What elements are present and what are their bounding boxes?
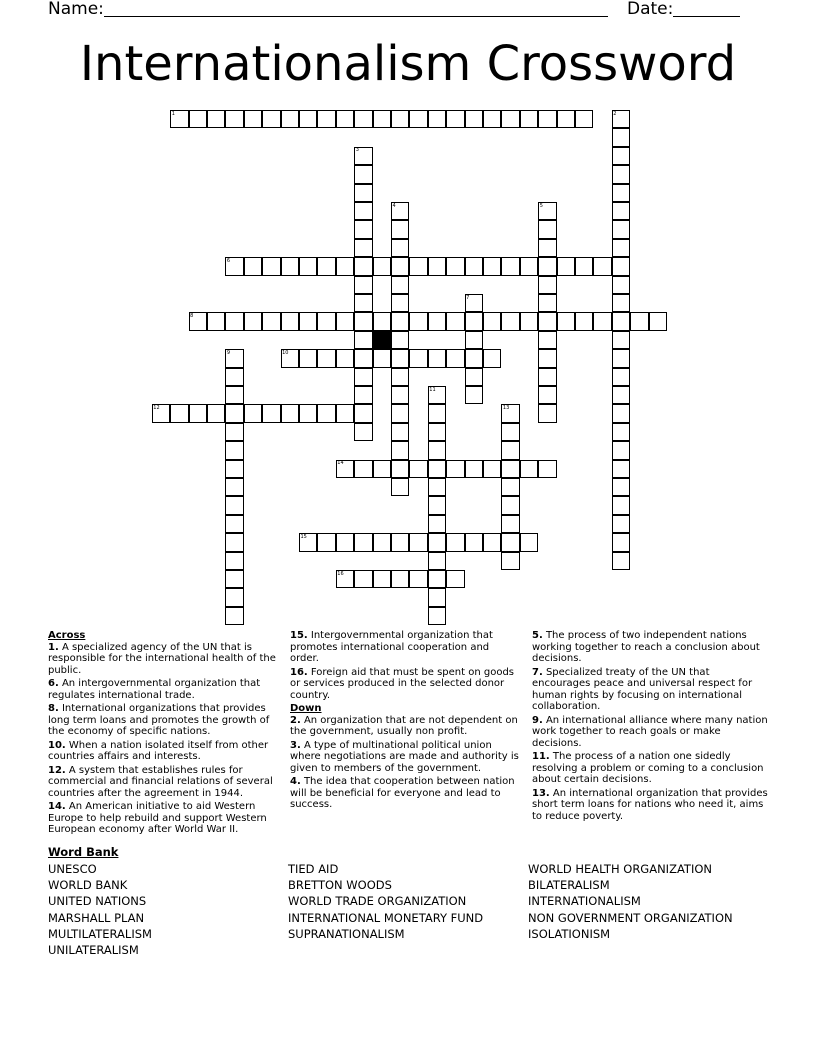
- clues-column-2: [290, 630, 520, 813]
- grid-cell[interactable]: [465, 533, 483, 551]
- grid-cell[interactable]: [612, 257, 630, 275]
- grid-cell[interactable]: [354, 570, 372, 588]
- grid-cell[interactable]: [612, 147, 630, 165]
- grid-cell[interactable]: [428, 478, 446, 496]
- word-bank-item: UNITED NATIONS: [48, 894, 147, 909]
- grid-cell[interactable]: [354, 294, 372, 312]
- grid-cell[interactable]: [354, 184, 372, 202]
- grid-cell[interactable]: [409, 110, 427, 128]
- clue-number-label: 13: [502, 404, 510, 411]
- grid-cell[interactable]: [225, 533, 243, 551]
- grid-cell[interactable]: [391, 312, 409, 330]
- grid-cell[interactable]: [538, 368, 556, 386]
- grid-cell[interactable]: [354, 423, 372, 441]
- grid-cell[interactable]: [483, 312, 501, 330]
- grid-cell[interactable]: [373, 257, 391, 275]
- across-clue: 15. Intergovernmental organization that promotes international cooperation and order.: [290, 630, 493, 664]
- clue-number-label: 12: [153, 404, 160, 411]
- grid-cell[interactable]: [373, 533, 391, 551]
- grid-cell[interactable]: [317, 404, 335, 422]
- clue-number-label: 3: [355, 147, 359, 154]
- down-clue: 9. An international alliance where many nation work together to reach goals or make decisions.: [532, 714, 768, 749]
- grid-cell[interactable]: [391, 294, 409, 312]
- grid-cell[interactable]: [317, 110, 335, 128]
- down-clue: 2. An organization that are not dependent on the government, usually non profit.: [290, 714, 518, 737]
- grid-cell[interactable]: [373, 570, 391, 588]
- clue-number-label: 7: [466, 294, 470, 301]
- grid-cell[interactable]: [538, 294, 556, 312]
- word-bank-item: SUPRANATIONALISM: [288, 926, 405, 941]
- clue-number-label: 4: [392, 202, 396, 209]
- grid-cell[interactable]: [612, 460, 630, 478]
- grid-cell[interactable]: [225, 404, 243, 422]
- grid-cell[interactable]: [207, 404, 225, 422]
- grid-cell[interactable]: [354, 349, 372, 367]
- grid-cell[interactable]: [428, 423, 446, 441]
- grid-cell[interactable]: [428, 496, 446, 514]
- grid-cell[interactable]: [428, 533, 446, 551]
- clue-number-label: 14: [337, 460, 344, 467]
- grid-cell[interactable]: [612, 331, 630, 349]
- grid-cell[interactable]: [538, 349, 556, 367]
- grid-cell[interactable]: [189, 110, 207, 128]
- grid-cell[interactable]: [465, 257, 483, 275]
- across-clue: 14. An American initiative to aid Western Europe to help rebuild and support Western European economy after World War II.: [48, 801, 267, 835]
- word-bank-item: BRETTON WOODS: [288, 878, 392, 893]
- grid-cell[interactable]: [428, 312, 446, 330]
- grid-cell[interactable]: [244, 257, 262, 275]
- grid-cell[interactable]: [354, 533, 372, 551]
- down-clue: 11. The process of a nation one sidedly resolving a problem or coming to a conclusion about certain decisions.: [532, 751, 764, 785]
- grid-cell[interactable]: [225, 588, 243, 606]
- grid-cell[interactable]: [354, 331, 372, 349]
- grid-cell[interactable]: [575, 110, 593, 128]
- grid-cell[interactable]: [428, 552, 446, 570]
- grid-cell[interactable]: [538, 276, 556, 294]
- across-clue: 8. International organizations that provides long term loans and promotes the growth of the economy of specific nations.: [48, 703, 270, 737]
- grid-cell[interactable]: [538, 331, 556, 349]
- grid-cell[interactable]: [391, 460, 409, 478]
- grid-cell[interactable]: [225, 515, 243, 533]
- grid-cell[interactable]: [336, 349, 354, 367]
- grid-cell[interactable]: [391, 276, 409, 294]
- grid-cell[interactable]: [225, 368, 243, 386]
- grid-cell[interactable]: [538, 220, 556, 238]
- grid-cell[interactable]: [354, 368, 372, 386]
- grid-cell[interactable]: [225, 110, 243, 128]
- grid-cell[interactable]: [225, 570, 243, 588]
- date-label: Date:: [627, 0, 674, 19]
- clue-number-label: 1: [171, 110, 175, 117]
- grid-cell[interactable]: [281, 404, 299, 422]
- word-bank-item: MARSHALL PLAN: [48, 910, 145, 925]
- grid-cell[interactable]: [501, 478, 519, 496]
- grid-cell[interactable]: [409, 533, 427, 551]
- grid-cell[interactable]: [373, 349, 391, 367]
- grid-cell[interactable]: [612, 239, 630, 257]
- word-bank-item: UNILATERALISM: [48, 943, 139, 958]
- grid-cell[interactable]: [354, 404, 372, 422]
- grid-cell[interactable]: [520, 533, 538, 551]
- grid-cell[interactable]: [501, 515, 519, 533]
- grid-cell[interactable]: [538, 312, 556, 330]
- grid-cell[interactable]: [299, 404, 317, 422]
- grid-cell[interactable]: [501, 441, 519, 459]
- grid-cell[interactable]: [409, 460, 427, 478]
- grid-cell[interactable]: [446, 349, 464, 367]
- clue-number-label: 5: [539, 202, 543, 209]
- grid-cell[interactable]: [465, 460, 483, 478]
- grid-cell[interactable]: [557, 312, 575, 330]
- grid-cell[interactable]: [612, 386, 630, 404]
- grid-cell[interactable]: [225, 423, 243, 441]
- grid-cell[interactable]: [354, 312, 372, 330]
- grid-cell[interactable]: [281, 257, 299, 275]
- grid-cell[interactable]: [483, 460, 501, 478]
- grid-cell[interactable]: [409, 312, 427, 330]
- clue-number-label: 8: [190, 312, 194, 319]
- grid-cell[interactable]: [428, 110, 446, 128]
- grid-cell[interactable]: [391, 533, 409, 551]
- grid-cell[interactable]: [612, 552, 630, 570]
- grid-cell[interactable]: [317, 349, 335, 367]
- grid-cell[interactable]: [557, 257, 575, 275]
- grid-cell[interactable]: [336, 404, 354, 422]
- grid-cell[interactable]: [501, 552, 519, 570]
- grid-cell[interactable]: [612, 496, 630, 514]
- word-bank-item: BILATERALISM: [528, 878, 610, 893]
- grid-cell[interactable]: [520, 110, 538, 128]
- grid-cell[interactable]: [612, 294, 630, 312]
- clues-column-1: [48, 630, 282, 838]
- grid-cell[interactable]: [465, 331, 483, 349]
- grid-cell[interactable]: [299, 349, 317, 367]
- word-bank-heading: Word Bank: [48, 845, 119, 859]
- grid-cell[interactable]: [225, 496, 243, 514]
- down-clue: 4. The idea that cooperation between nation will be beneficial for everyone and lead to success.: [290, 776, 515, 810]
- across-clue: 12. A system that establishes rules for commercial and financial relations of several countries after the agreement in 1944.: [48, 764, 273, 799]
- grid-cell[interactable]: [446, 257, 464, 275]
- grid-cell[interactable]: [612, 404, 630, 422]
- grid-cell[interactable]: [538, 404, 556, 422]
- clue-number-label: 9: [226, 349, 231, 356]
- grid-cell[interactable]: [170, 404, 188, 422]
- word-bank-item: TIED AID: [288, 862, 339, 876]
- grid-cell[interactable]: [409, 349, 427, 367]
- grid-cell[interactable]: [428, 349, 446, 367]
- grid-cell[interactable]: [483, 349, 501, 367]
- grid-cell[interactable]: [612, 441, 630, 459]
- grid-cell[interactable]: [391, 220, 409, 238]
- word-bank-item: INTERNATIONALISM: [528, 894, 641, 909]
- grid-cell[interactable]: [391, 239, 409, 257]
- grid-cell[interactable]: [428, 257, 446, 275]
- grid-cell[interactable]: [612, 478, 630, 496]
- grid-cell[interactable]: [244, 110, 262, 128]
- grid-cell[interactable]: [428, 441, 446, 459]
- grid-cell[interactable]: [501, 460, 519, 478]
- grid-cell[interactable]: [612, 423, 630, 441]
- word-bank-item: ISOLATIONISM: [528, 926, 611, 941]
- grid-cell[interactable]: [354, 220, 372, 238]
- grid-cell[interactable]: [501, 312, 519, 330]
- grid-cell[interactable]: [299, 312, 317, 330]
- grid-cell[interactable]: [281, 312, 299, 330]
- grid-cell[interactable]: [354, 110, 372, 128]
- grid-cell[interactable]: [630, 312, 648, 330]
- grid-cell[interactable]: [336, 533, 354, 551]
- clue-number-label: 15: [300, 533, 307, 540]
- word-bank-item: MULTILATERALISM: [48, 926, 152, 941]
- grid-cell[interactable]: [612, 349, 630, 367]
- grid-black-cell: [373, 331, 391, 349]
- grid-cell[interactable]: [593, 257, 611, 275]
- grid-cell[interactable]: [428, 460, 446, 478]
- grid-cell[interactable]: [373, 110, 391, 128]
- grid-cell[interactable]: [446, 533, 464, 551]
- grid-cell[interactable]: [207, 312, 225, 330]
- grid-cell[interactable]: [612, 515, 630, 533]
- across-clue: 10. When a nation isolated itself from other countries affairs and interests.: [48, 739, 269, 762]
- word-bank-item: UNESCO: [48, 862, 97, 876]
- across-clue: 1. A specialized agency of the UN that is responsible for the international health of the public.: [48, 641, 276, 676]
- down-clue: 3. A type of multinational political union where negotiations are made and authority is given to members of the government.: [290, 739, 519, 774]
- across-clue: 6. An intergovernmental organization that regulates international trade.: [48, 678, 261, 701]
- grid-cell[interactable]: [612, 128, 630, 146]
- grid-cell[interactable]: [428, 515, 446, 533]
- grid-cell[interactable]: [465, 368, 483, 386]
- grid-cell[interactable]: [336, 257, 354, 275]
- grid-cell[interactable]: [317, 257, 335, 275]
- grid-cell[interactable]: [354, 386, 372, 404]
- grid-cell[interactable]: [520, 460, 538, 478]
- grid-cell[interactable]: [446, 110, 464, 128]
- grid-cell[interactable]: [483, 533, 501, 551]
- clues-column-3: [532, 630, 768, 824]
- grid-cell[interactable]: [317, 533, 335, 551]
- grid-cell[interactable]: [538, 257, 556, 275]
- grid-cell[interactable]: [520, 257, 538, 275]
- clue-number-label: 2: [613, 110, 617, 117]
- grid-cell[interactable]: [428, 607, 446, 625]
- word-bank-item: WORLD TRADE ORGANIZATION: [288, 894, 467, 909]
- grid-cell[interactable]: [373, 460, 391, 478]
- grid-cell[interactable]: [373, 312, 391, 330]
- grid-cell[interactable]: [317, 312, 335, 330]
- grid-cell[interactable]: [409, 257, 427, 275]
- grid-cell[interactable]: [612, 276, 630, 294]
- grid-cell[interactable]: [501, 423, 519, 441]
- grid-cell[interactable]: [354, 165, 372, 183]
- name-label: Name:: [48, 0, 104, 19]
- grid-cell[interactable]: [281, 110, 299, 128]
- grid-cell[interactable]: [575, 312, 593, 330]
- grid-cell[interactable]: [354, 460, 372, 478]
- grid-cell[interactable]: [207, 110, 225, 128]
- word-bank-item: WORLD BANK: [48, 878, 128, 893]
- grid-cell[interactable]: [262, 110, 280, 128]
- grid-cell[interactable]: [391, 110, 409, 128]
- across-clue: 16. Foreign aid that must be spent on goods or services produced in the selected donor country.: [290, 666, 515, 701]
- grid-cell[interactable]: [391, 441, 409, 459]
- clue-number-label: 10: [282, 349, 289, 356]
- grid-cell[interactable]: [354, 257, 372, 275]
- grid-cell[interactable]: [501, 496, 519, 514]
- grid-cell[interactable]: [336, 312, 354, 330]
- grid-cell[interactable]: [446, 312, 464, 330]
- grid-cell[interactable]: [612, 184, 630, 202]
- word-bank-item: WORLD HEALTH ORGANIZATION: [528, 862, 712, 876]
- grid-cell[interactable]: [612, 220, 630, 238]
- grid-cell[interactable]: [575, 257, 593, 275]
- grid-cell[interactable]: [336, 110, 354, 128]
- grid-cell[interactable]: [391, 257, 409, 275]
- grid-cell[interactable]: [391, 570, 409, 588]
- grid-cell[interactable]: [225, 552, 243, 570]
- grid-cell[interactable]: [299, 257, 317, 275]
- grid-cell[interactable]: [244, 312, 262, 330]
- grid-cell[interactable]: [262, 257, 280, 275]
- down-heading: Down: [290, 703, 322, 714]
- grid-cell[interactable]: [465, 110, 483, 128]
- grid-cell[interactable]: [225, 460, 243, 478]
- grid-cell[interactable]: [428, 588, 446, 606]
- grid-cell[interactable]: [501, 110, 519, 128]
- grid-cell[interactable]: [538, 239, 556, 257]
- grid-cell[interactable]: [465, 386, 483, 404]
- grid-cell[interactable]: [225, 386, 243, 404]
- page-title: Internationalism Crossword: [79, 36, 737, 92]
- word-bank-item: INTERNATIONAL MONETARY FUND: [288, 910, 484, 925]
- grid-cell[interactable]: [299, 110, 317, 128]
- grid-cell[interactable]: [391, 368, 409, 386]
- grid-cell[interactable]: [446, 570, 464, 588]
- grid-cell[interactable]: [538, 386, 556, 404]
- grid-cell[interactable]: [391, 331, 409, 349]
- grid-cell[interactable]: [225, 478, 243, 496]
- clue-number-label: 16: [337, 570, 344, 577]
- grid-cell[interactable]: [189, 404, 207, 422]
- grid-cell[interactable]: [354, 239, 372, 257]
- across-heading: Across: [48, 630, 86, 641]
- grid-cell[interactable]: [612, 312, 630, 330]
- grid-cell[interactable]: [612, 368, 630, 386]
- grid-cell[interactable]: [593, 312, 611, 330]
- grid-cell[interactable]: [391, 404, 409, 422]
- grid-cell[interactable]: [225, 312, 243, 330]
- grid-cell[interactable]: [391, 423, 409, 441]
- grid-cell[interactable]: [465, 349, 483, 367]
- word-bank: [48, 845, 768, 969]
- grid-cell[interactable]: [612, 165, 630, 183]
- down-clue: 13. An international organization that provides short term loans for nations who need it, aims to reduce poverty.: [532, 787, 768, 822]
- grid-cell[interactable]: [612, 533, 630, 551]
- grid-cell[interactable]: [391, 349, 409, 367]
- grid-cell[interactable]: [354, 276, 372, 294]
- grid-cell[interactable]: [244, 404, 262, 422]
- grid-cell[interactable]: [557, 110, 575, 128]
- grid-cell[interactable]: [465, 312, 483, 330]
- grid-cell[interactable]: [538, 110, 556, 128]
- grid-cell[interactable]: [262, 312, 280, 330]
- clue-number-label: 11: [429, 386, 436, 393]
- grid-cell[interactable]: [649, 312, 667, 330]
- grid-cell[interactable]: [391, 386, 409, 404]
- grid-cell[interactable]: [354, 202, 372, 220]
- down-clue: 7. Specialized treaty of the UN that encourages peace and universal respect for human rights by focusing on international collaboration.: [532, 666, 753, 712]
- grid-cell[interactable]: [501, 257, 519, 275]
- grid-cell[interactable]: [446, 460, 464, 478]
- grid-cell[interactable]: [538, 460, 556, 478]
- grid-cell[interactable]: [428, 570, 446, 588]
- grid-cell[interactable]: [225, 607, 243, 625]
- grid-cell[interactable]: [483, 110, 501, 128]
- grid-cell[interactable]: [520, 312, 538, 330]
- grid-cell[interactable]: [428, 404, 446, 422]
- grid-cell[interactable]: [391, 478, 409, 496]
- clue-number-label: 6: [226, 257, 231, 264]
- word-bank-item: NON GOVERNMENT ORGANIZATION: [528, 910, 733, 925]
- grid-cell[interactable]: [501, 533, 519, 551]
- grid-cell[interactable]: [409, 570, 427, 588]
- grid-cell[interactable]: [225, 441, 243, 459]
- grid-cell[interactable]: [612, 202, 630, 220]
- grid-cell[interactable]: [262, 404, 280, 422]
- down-clue: 5. The process of two independent nations working together to reach a conclusion about decisions.: [532, 630, 760, 664]
- grid-cell[interactable]: [483, 257, 501, 275]
